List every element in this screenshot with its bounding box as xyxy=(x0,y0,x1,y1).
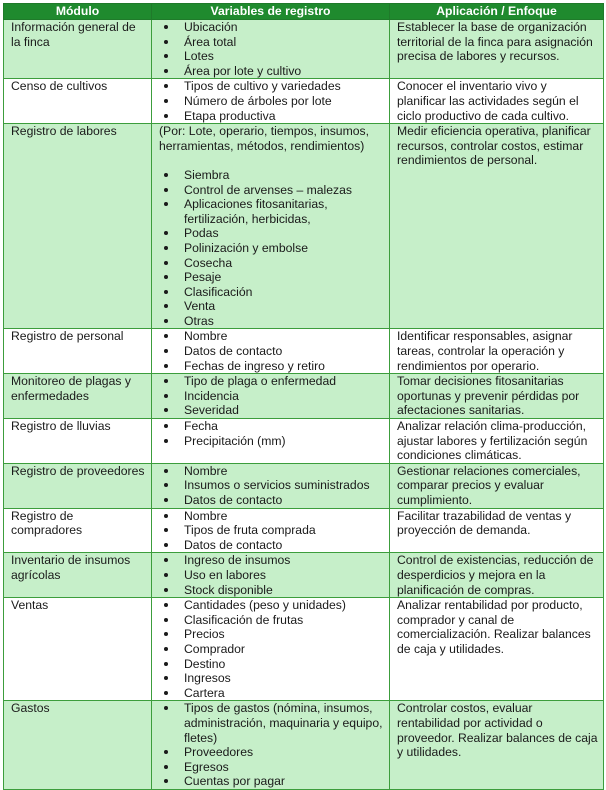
module-name: Inventario de insumos agrícolas xyxy=(4,553,152,598)
module-name: Registro de proveedores xyxy=(4,463,152,508)
list-item: Egresos xyxy=(159,760,384,775)
list-item: Cartera xyxy=(159,686,384,701)
list-item: Nombre xyxy=(159,329,384,344)
list-item: Severidad xyxy=(159,403,384,418)
variables-cell xyxy=(152,553,390,598)
module-name: Censo de cultivos xyxy=(4,79,152,124)
table-row xyxy=(4,20,604,79)
variables-list xyxy=(159,464,384,508)
variables-list xyxy=(159,168,384,329)
list-item: Ingresos xyxy=(159,671,384,686)
list-item: Etapa productiva xyxy=(159,109,384,124)
table-body xyxy=(4,20,604,790)
list-item: Cosecha xyxy=(159,256,384,271)
variables-cell xyxy=(152,598,390,701)
list-item: Datos de contacto xyxy=(159,538,384,553)
variables-cell xyxy=(152,419,390,464)
list-item: Stock disponible xyxy=(159,583,384,598)
application-text: Analizar rentabilidad por producto, comprador y canal de comercialización. Realizar balances de caja y utilidades. xyxy=(390,598,604,701)
list-item: Datos de contacto xyxy=(159,344,384,359)
application-text: Analizar relación clima-producción, ajustar labores y fertilización según condiciones climáticas. xyxy=(390,419,604,464)
table-row xyxy=(4,419,604,464)
list-item: Insumos o servicios suministrados xyxy=(159,478,384,493)
list-item: Siembra xyxy=(159,168,384,183)
list-item: Datos de contacto xyxy=(159,493,384,508)
header-aplicacion: Aplicación / Enfoque xyxy=(390,4,604,20)
variables-list xyxy=(159,374,384,418)
list-item: Cuentas por pagar xyxy=(159,774,384,789)
module-name: Registro de labores xyxy=(4,124,152,329)
list-item: Polinización y embolse xyxy=(159,241,384,256)
table-row xyxy=(4,79,604,124)
list-item: Incidencia xyxy=(159,389,384,404)
list-item: Clasificación de frutas xyxy=(159,613,384,628)
variables-cell xyxy=(152,124,390,329)
variables-cell xyxy=(152,508,390,553)
variables-cell xyxy=(152,329,390,374)
module-name: Ventas xyxy=(4,598,152,701)
list-item: Tipos de gastos (nómina, insumos, administración, maquinaria y equipo, fletes) xyxy=(159,701,384,745)
list-item: Cantidades (peso y unidades) xyxy=(159,598,384,613)
list-item: Venta xyxy=(159,299,384,314)
list-item: Proveedores xyxy=(159,745,384,760)
list-item: Destino xyxy=(159,657,384,672)
list-item: Otras xyxy=(159,314,384,329)
list-item: Nombre xyxy=(159,464,384,479)
variables-cell xyxy=(152,374,390,419)
variables-cell xyxy=(152,79,390,124)
list-item: Área por lote y cultivo xyxy=(159,64,384,79)
module-name: Registro de compradores xyxy=(4,508,152,553)
table-row xyxy=(4,329,604,374)
list-item: Fecha xyxy=(159,419,384,434)
list-item: Área total xyxy=(159,35,384,50)
application-text: Identificar responsables, asignar tareas, controlar la operación y rendimientos por operario. xyxy=(390,329,604,374)
header-variables: Variables de registro xyxy=(152,4,390,20)
table-row xyxy=(4,374,604,419)
module-name: Registro de personal xyxy=(4,329,152,374)
variables-list xyxy=(159,329,384,373)
variables-list xyxy=(159,701,384,789)
list-item: Precipitación (mm) xyxy=(159,434,384,449)
list-item: Número de árboles por lote xyxy=(159,94,384,109)
application-text: Tomar decisiones fitosanitarias oportunas y prevenir pérdidas por afectaciones sanitarias. xyxy=(390,374,604,419)
variables-list xyxy=(159,553,384,597)
list-item: Tipos de fruta comprada xyxy=(159,523,384,538)
variables-list xyxy=(159,509,384,553)
application-text: Medir eficiencia operativa, planificar recursos, controlar costos, estimar rendimientos de personal. xyxy=(390,124,604,329)
module-name: Registro de lluvias xyxy=(4,419,152,464)
list-item: Tipos de cultivo y variedades xyxy=(159,79,384,94)
module-name: Información general de la finca xyxy=(4,20,152,79)
table-row xyxy=(4,508,604,553)
variables-cell xyxy=(152,20,390,79)
list-item: Precios xyxy=(159,627,384,642)
module-name: Gastos xyxy=(4,701,152,790)
application-text: Facilitar trazabilidad de ventas y proyección de demanda. xyxy=(390,508,604,553)
variables-list xyxy=(159,79,384,123)
variables-list xyxy=(159,598,384,700)
modules-table xyxy=(3,3,604,790)
list-item: Fechas de ingreso y retiro xyxy=(159,359,384,374)
list-item: Aplicaciones fitosanitarias, fertilización, herbicidas, xyxy=(159,197,384,226)
list-item: Uso en labores xyxy=(159,568,384,583)
application-text: Controlar costos, evaluar rentabilidad por actividad o proveedor. Realizar balances de caja y utilidades. xyxy=(390,701,604,790)
list-item: Ubicación xyxy=(159,20,384,35)
list-item: Comprador xyxy=(159,642,384,657)
list-item: Nombre xyxy=(159,509,384,524)
variables-cell xyxy=(152,463,390,508)
table-row xyxy=(4,463,604,508)
variables-list xyxy=(159,20,384,78)
variables-note: (Por: Lote, operario, tiempos, insumos, herramientas, métodos, rendimientos) xyxy=(159,124,369,153)
application-text: Control de existencias, reducción de desperdicios y mejora en la planificación de compras. xyxy=(390,553,604,598)
header-row xyxy=(4,4,604,20)
list-item: Pesaje xyxy=(159,270,384,285)
variables-list xyxy=(159,419,384,448)
application-text: Conocer el inventario vivo y planificar las actividades según el ciclo productivo de cada cultivo. xyxy=(390,79,604,124)
list-item: Clasificación xyxy=(159,285,384,300)
variables-cell xyxy=(152,701,390,790)
list-item: Control de arvenses – malezas xyxy=(159,183,384,198)
list-item: Lotes xyxy=(159,49,384,64)
module-name: Monitoreo de plagas y enfermedades xyxy=(4,374,152,419)
application-text: Establecer la base de organización territorial de la finca para asignación precisa de labores y recursos. xyxy=(390,20,604,79)
list-item: Tipo de plaga o enfermedad xyxy=(159,374,384,389)
table-row xyxy=(4,701,604,790)
list-item: Podas xyxy=(159,226,384,241)
table-row xyxy=(4,553,604,598)
table-row xyxy=(4,598,604,701)
table-row xyxy=(4,124,604,329)
list-item: Ingreso de insumos xyxy=(159,553,384,568)
application-text: Gestionar relaciones comerciales, comparar precios y evaluar cumplimiento. xyxy=(390,463,604,508)
header-modulo: Módulo xyxy=(4,4,152,20)
